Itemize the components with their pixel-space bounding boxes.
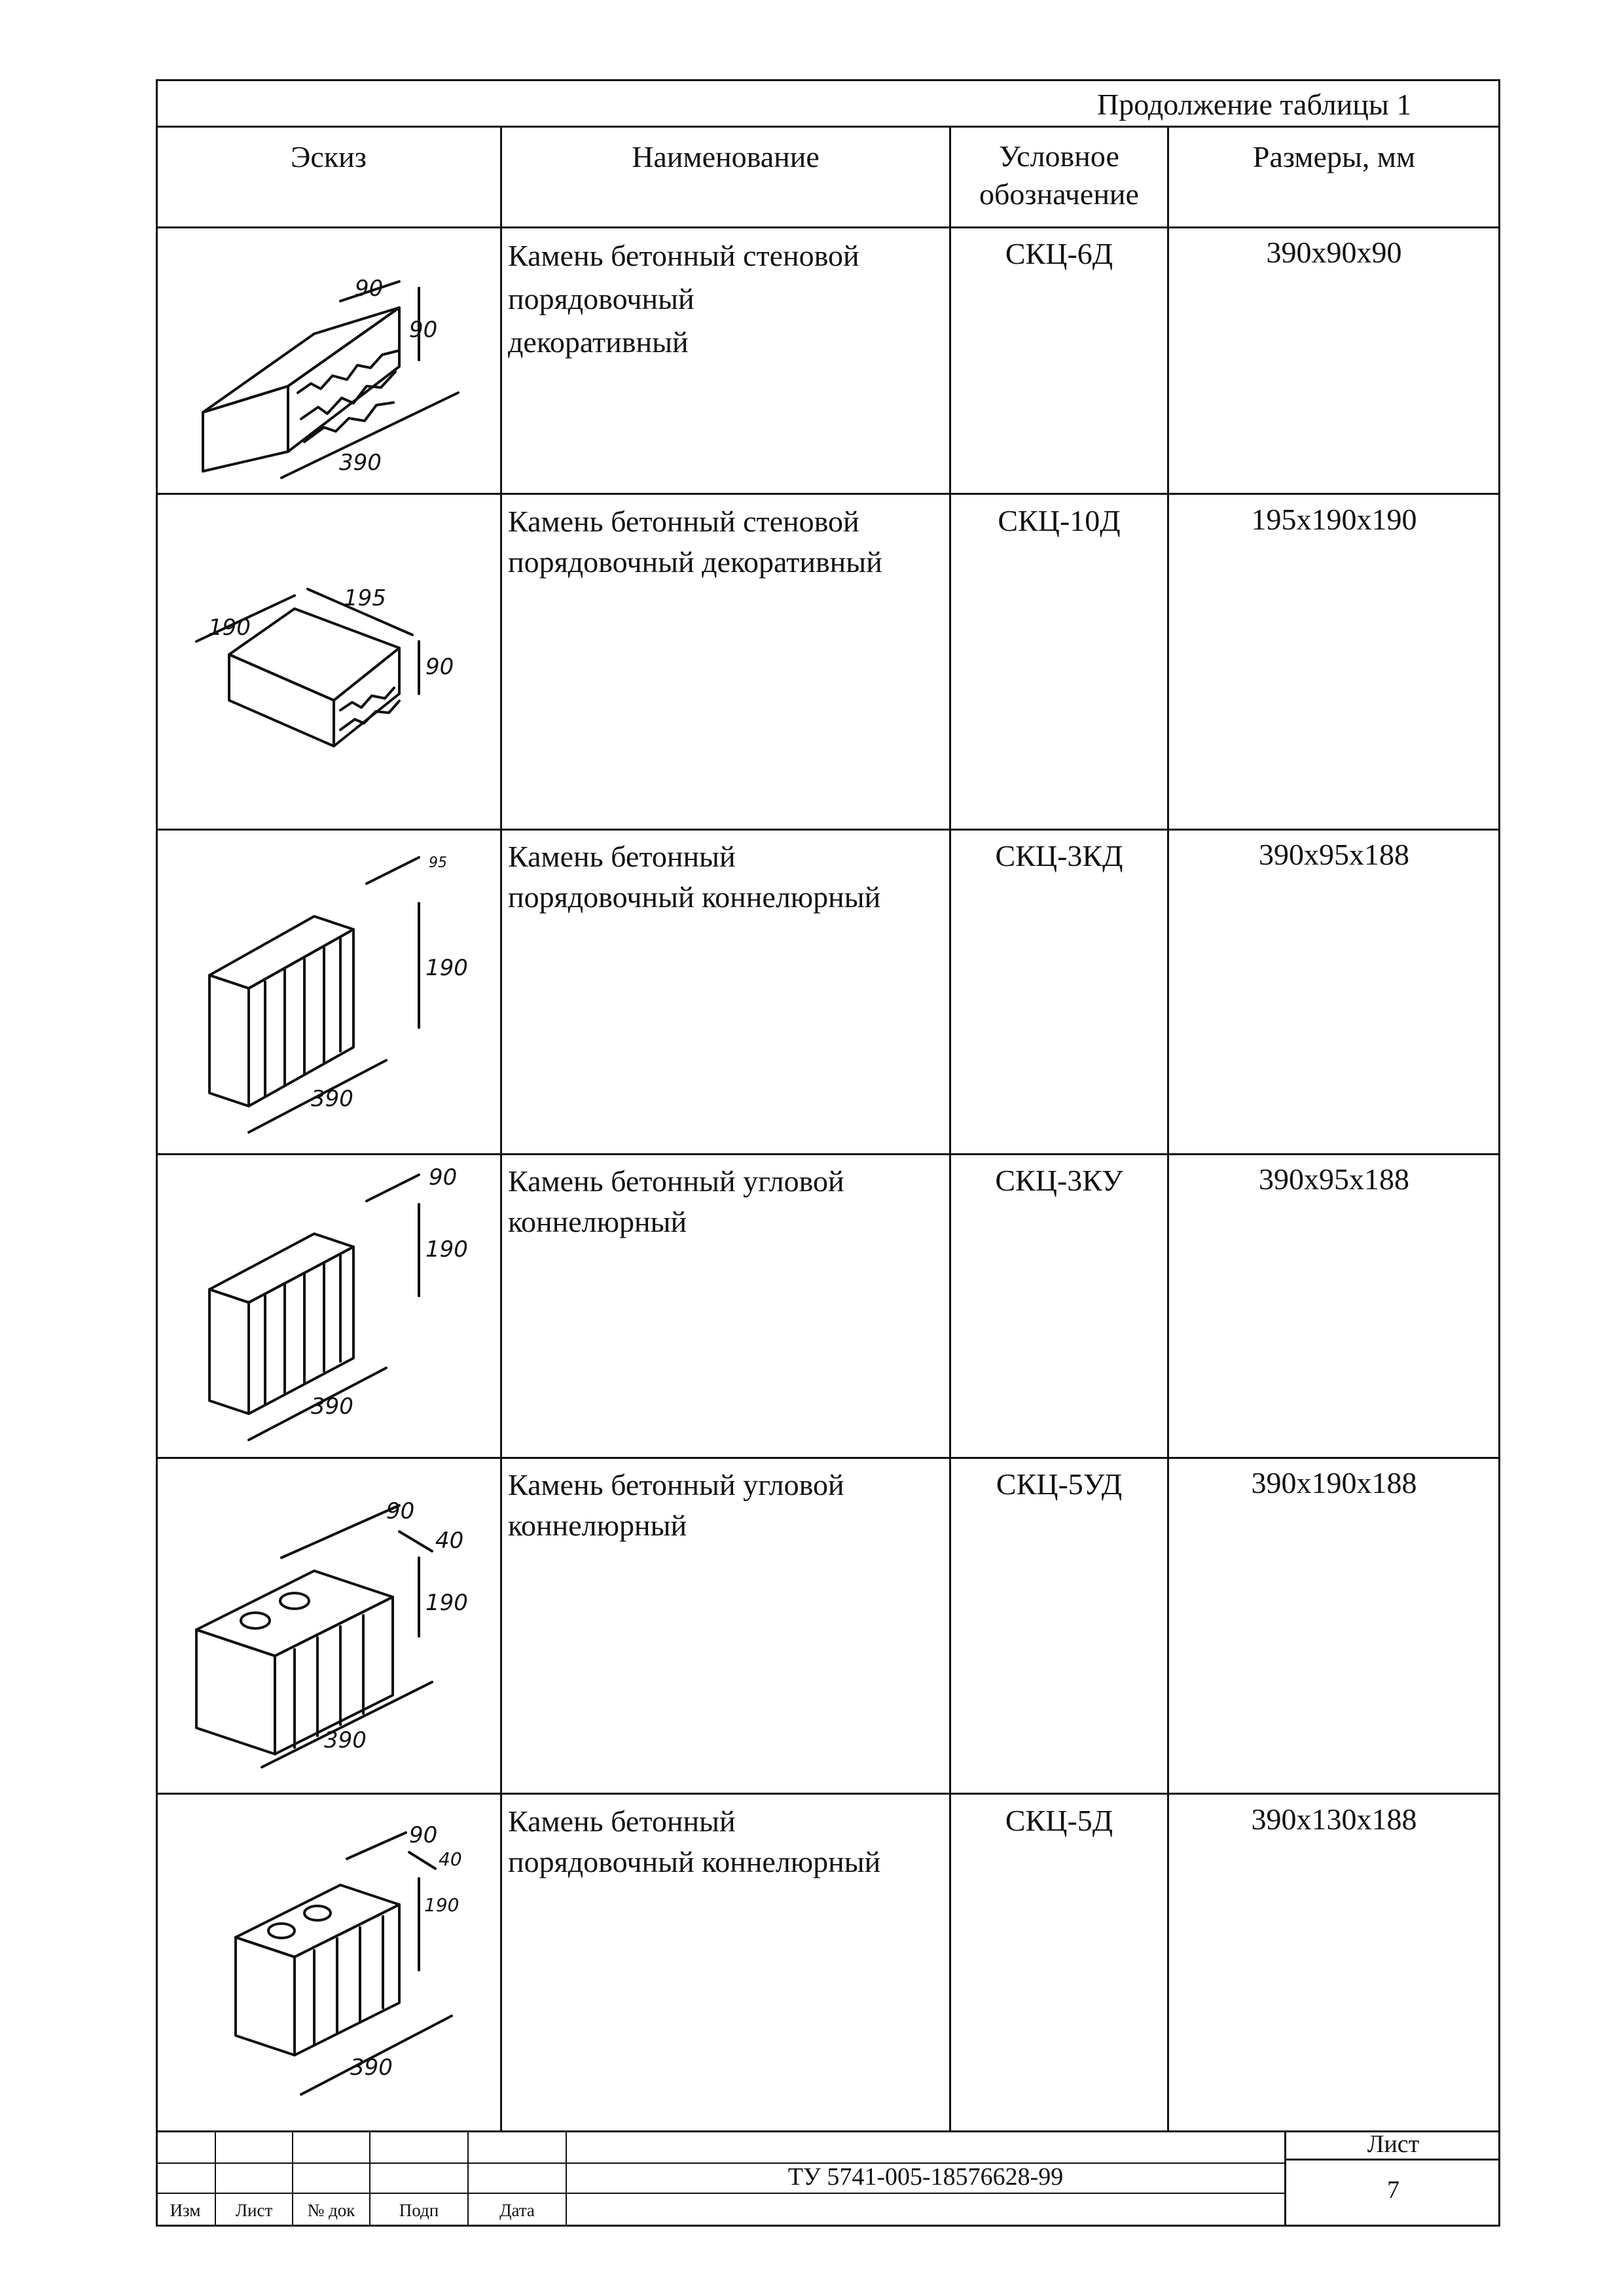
block-end-face xyxy=(196,1630,275,1754)
brick-top-face xyxy=(203,308,399,412)
sheet-number: 7 xyxy=(1387,2176,1399,2204)
dim-line-depth xyxy=(281,1505,399,1558)
dim-label-height: 90 xyxy=(425,654,454,680)
block-front-face xyxy=(229,655,334,746)
row-1-name: Камень бетонный стеновой порядовочный декоративный xyxy=(508,239,859,359)
brick-end-face xyxy=(203,386,288,471)
row-1-code: СКЦ-6Д xyxy=(1005,237,1113,270)
row-4-code: СКЦ-3КУ xyxy=(995,1164,1123,1197)
flute-ribs xyxy=(265,939,340,1096)
brick-drawing-3 xyxy=(183,844,491,1145)
stamp-col-list: Лист xyxy=(235,2200,273,2220)
row-divider-5 xyxy=(156,1793,1500,1795)
dim-line-offset xyxy=(409,1852,435,1869)
flute-ribs xyxy=(314,1916,383,2045)
dim-label-width: 195 xyxy=(344,585,386,611)
block-end-face xyxy=(209,1289,249,1414)
row-2-name: Камень бетонный стеновой порядовочный декоративный xyxy=(508,505,882,579)
dim-label-length: 390 xyxy=(324,1727,367,1753)
dim-label-length: 390 xyxy=(311,1086,353,1112)
table-continuation-caption: Продолжение таблицы 1 xyxy=(1097,88,1412,121)
sketch-block-skc-10d xyxy=(183,569,491,766)
block-top-face xyxy=(209,1234,353,1302)
row-6-size: 390x130x188 xyxy=(1251,1803,1417,1836)
stamp-col-date: Дата xyxy=(499,2200,535,2220)
block-end-face xyxy=(209,975,249,1106)
dim-label-depth: 90 xyxy=(386,1498,415,1524)
sheet-label: Лист xyxy=(1367,2130,1420,2158)
brick-drawing-6 xyxy=(183,1820,491,2108)
sketch-block-skc-3ku xyxy=(183,1165,491,1453)
hole-2 xyxy=(280,1593,309,1609)
sketch-block-skc-5d xyxy=(183,1820,491,2108)
dim-line-depth xyxy=(367,1175,419,1201)
dim-label-height: 190 xyxy=(425,1236,468,1263)
header-divider xyxy=(156,226,1500,228)
dim-label-length: 390 xyxy=(311,1393,353,1420)
block-top-face xyxy=(209,916,353,988)
block-top-face xyxy=(229,609,399,700)
dim-label-height: 190 xyxy=(424,1894,460,1916)
row-6-name: Камень бетонный порядовочный коннелюрный xyxy=(508,1804,881,1878)
hole-1 xyxy=(268,1924,295,1938)
block-texture xyxy=(340,688,399,730)
row-5-code: СКЦ-5УД xyxy=(996,1467,1123,1501)
flute-ribs xyxy=(265,1255,340,1404)
row-divider-3 xyxy=(156,1153,1500,1155)
dim-label-height: 190 xyxy=(425,955,468,981)
row-2-code: СКЦ-10Д xyxy=(998,504,1121,537)
stamp-col-doc: № док xyxy=(307,2200,355,2220)
dim-line-offset xyxy=(399,1532,432,1551)
caption-divider xyxy=(156,126,1500,128)
row-5-size: 390x190x188 xyxy=(1251,1466,1417,1499)
header-sketch: Эскиз xyxy=(291,140,367,173)
row-4-size: 390x95x188 xyxy=(1259,1162,1409,1196)
brick-drawing-2 xyxy=(183,569,491,766)
row-3-name: Камень бетонный порядовочный коннелюрный xyxy=(508,840,881,914)
sketch-block-skc-5ud xyxy=(183,1492,491,1780)
hole-1 xyxy=(241,1613,270,1628)
dim-line-depth xyxy=(367,857,419,884)
row-6-code: СКЦ-5Д xyxy=(1005,1804,1113,1837)
row-1-size: 390x90x90 xyxy=(1266,236,1402,269)
hole-2 xyxy=(304,1906,331,1920)
col-divider-1 xyxy=(500,126,502,2132)
dim-label-depth: 90 xyxy=(429,1164,458,1191)
header-sizes: Размеры, мм xyxy=(1252,140,1416,173)
stamp-sheet-divider xyxy=(1284,2159,1500,2161)
dim-label-offset: 40 xyxy=(439,1848,462,1870)
row-3-code: СКЦ-3КД xyxy=(995,839,1123,872)
document-code: ТУ 5741-005-18576628-99 xyxy=(787,2163,1064,2191)
brick-drawing-1 xyxy=(183,262,491,484)
row-divider-1 xyxy=(156,493,1500,495)
row-3-size: 390x95x188 xyxy=(1259,838,1409,871)
row-4-name: Камень бетонный угловой коннелюрный xyxy=(508,1164,844,1238)
row-divider-2 xyxy=(156,829,1500,831)
sketch-block-skc-6d xyxy=(183,262,491,484)
dim-label-depth: 95 xyxy=(429,855,447,871)
stamp-col-izm: Изм xyxy=(170,2200,201,2220)
dim-line-depth xyxy=(347,1833,406,1859)
dim-label-depth: 190 xyxy=(208,615,251,641)
dim-label-height: 90 xyxy=(409,317,438,343)
brick-drawing-4 xyxy=(183,1165,491,1453)
dim-label-length: 390 xyxy=(339,450,382,476)
dim-label-offset: 40 xyxy=(435,1528,464,1554)
block-end-face xyxy=(236,1937,295,2055)
dim-line-length xyxy=(262,1682,432,1767)
row-divider-4 xyxy=(156,1457,1500,1459)
dim-label-height: 190 xyxy=(425,1590,468,1616)
header-designation: Условное обозначение xyxy=(979,139,1139,211)
block-side-face xyxy=(334,648,399,746)
brick-drawing-5 xyxy=(183,1492,491,1780)
header-name: Наименование xyxy=(632,140,820,173)
sketch-block-skc-3kd xyxy=(183,844,491,1145)
dim-label-width: 90 xyxy=(355,276,384,302)
dim-label-depth: 90 xyxy=(409,1822,438,1848)
row-2-size: 195x190x190 xyxy=(1251,503,1417,536)
stamp-col-signature: Подп xyxy=(399,2200,439,2220)
dim-label-length: 390 xyxy=(350,2054,393,2081)
row-5-name: Камень бетонный угловой коннелюрный xyxy=(508,1468,844,1542)
